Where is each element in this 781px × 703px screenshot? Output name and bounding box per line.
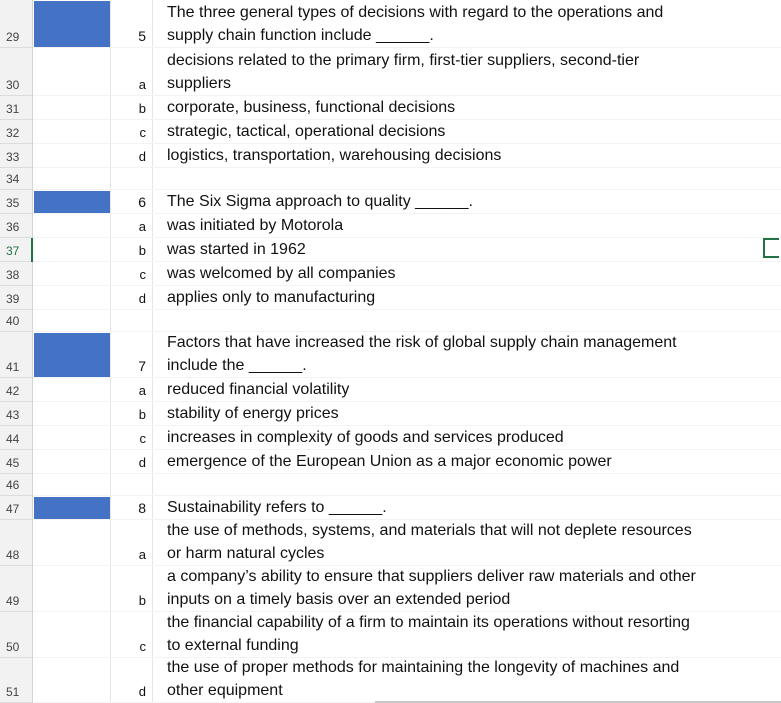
row-gridline [33, 47, 781, 48]
row-gridline [33, 285, 781, 286]
row-gridline [33, 401, 781, 402]
question-number: 5 [138, 28, 146, 44]
option-text: strategic, tactical, operational decisions [167, 123, 446, 140]
option-text: was started in 1962 [167, 241, 306, 258]
row-number-31[interactable]: 31 [0, 97, 32, 120]
option-text: reduced financial volatility [167, 381, 350, 398]
row-number-32[interactable]: 32 [0, 120, 32, 144]
option-letter: d [138, 149, 146, 164]
option-letter: b [138, 407, 146, 422]
row-gridline [33, 261, 781, 262]
option-letter: a [138, 547, 146, 562]
question-stem: supply chain function include ______. [167, 27, 434, 44]
row-number-47[interactable]: 47 [0, 496, 32, 520]
row-gridline [33, 377, 781, 378]
question-number: 7 [138, 358, 146, 374]
row-number-30[interactable]: 30 [0, 72, 32, 96]
row-number-50[interactable]: 50 [0, 612, 32, 658]
question-stem: include the ______. [167, 357, 307, 374]
option-text: the use of proper methods for maintaining the longevity of machines and [167, 659, 680, 676]
option-text: the use of methods, systems, and materials that will not deplete resources [167, 522, 692, 539]
option-letter: d [138, 291, 146, 306]
row-gridline [33, 309, 781, 310]
row-number-45[interactable]: 45 [0, 450, 32, 474]
option-text: decisions related to the primary firm, first-tier suppliers, second-tier [167, 52, 640, 69]
option-text: a company’s ability to ensure that suppliers deliver raw materials and other [167, 568, 696, 585]
option-letter: b [138, 101, 146, 116]
row-gridline [33, 473, 781, 474]
option-text: was initiated by Motorola [167, 217, 344, 234]
option-letter: c [139, 125, 146, 140]
active-cell-indicator[interactable] [763, 238, 779, 258]
row-number-39[interactable]: 39 [0, 286, 32, 310]
row-number-40[interactable]: 40 [0, 310, 32, 332]
option-text: corporate, business, functional decisions [167, 99, 456, 116]
row-number-42[interactable]: 42 [0, 378, 32, 402]
option-text: stability of energy prices [167, 405, 339, 422]
active-row-marker [31, 238, 33, 262]
option-text: emergence of the European Union as a major economic power [167, 453, 612, 470]
row-number-43[interactable]: 43 [0, 402, 32, 426]
answer-cell-highlight[interactable] [34, 191, 110, 213]
option-letter: a [138, 219, 146, 234]
row-number-33[interactable]: 33 [0, 144, 32, 168]
question-stem: Factors that have increased the risk of global supply chain management [167, 334, 677, 351]
row-number-44[interactable]: 44 [0, 426, 32, 450]
row-number-35[interactable]: 35 [0, 190, 32, 214]
answer-cell-highlight[interactable] [34, 333, 110, 377]
option-text: other equipment [167, 682, 283, 699]
option-text: to external funding [167, 637, 299, 654]
option-text: the financial capability of a firm to maintain its operations without resorting [167, 614, 690, 631]
answer-cell-highlight[interactable] [34, 497, 110, 519]
option-text: increases in complexity of goods and services produced [167, 429, 564, 446]
row-number-41[interactable]: 41 [0, 332, 32, 378]
row-number-38[interactable]: 38 [0, 262, 32, 286]
row-number-46[interactable]: 46 [0, 474, 32, 496]
question-stem: The three general types of decisions with regard to the operations and [167, 4, 664, 21]
option-letter: a [138, 77, 146, 92]
option-letter: d [138, 684, 146, 699]
column-gridline [110, 0, 111, 703]
answer-cell-highlight[interactable] [34, 1, 110, 47]
row-gridline [33, 237, 781, 238]
row-gridline [33, 213, 781, 214]
option-letter: b [138, 243, 146, 258]
row-number-51[interactable]: 51 [0, 658, 32, 703]
row-number-37[interactable]: 37 [0, 238, 32, 262]
question-stem: The Six Sigma approach to quality ______. [167, 193, 473, 210]
row-number-36[interactable]: 36 [0, 214, 32, 238]
option-letter: c [139, 639, 146, 654]
column-gridline [152, 0, 153, 703]
option-text: inputs on a timely basis over an extended period [167, 591, 511, 608]
row-number-48[interactable]: 48 [0, 520, 32, 566]
option-letter: c [139, 431, 146, 446]
row-gridline [33, 167, 781, 168]
question-number: 6 [138, 194, 146, 210]
option-letter: a [138, 383, 146, 398]
option-text: logistics, transportation, warehousing decisions [167, 147, 502, 164]
row-gridline [33, 495, 781, 496]
option-letter: b [138, 593, 146, 608]
row-number-49[interactable]: 49 [0, 566, 32, 612]
option-text: applies only to manufacturing [167, 289, 376, 306]
option-text: suppliers [167, 75, 232, 92]
row-number-34[interactable]: 34 [0, 168, 32, 190]
question-stem: Sustainability refers to ______. [167, 499, 387, 516]
option-letter: c [139, 267, 146, 282]
question-number: 8 [138, 500, 146, 516]
option-text: was welcomed by all companies [167, 265, 396, 282]
option-letter: d [138, 455, 146, 470]
option-text: or harm natural cycles [167, 545, 325, 562]
row-number-29[interactable]: 29 [0, 0, 32, 48]
